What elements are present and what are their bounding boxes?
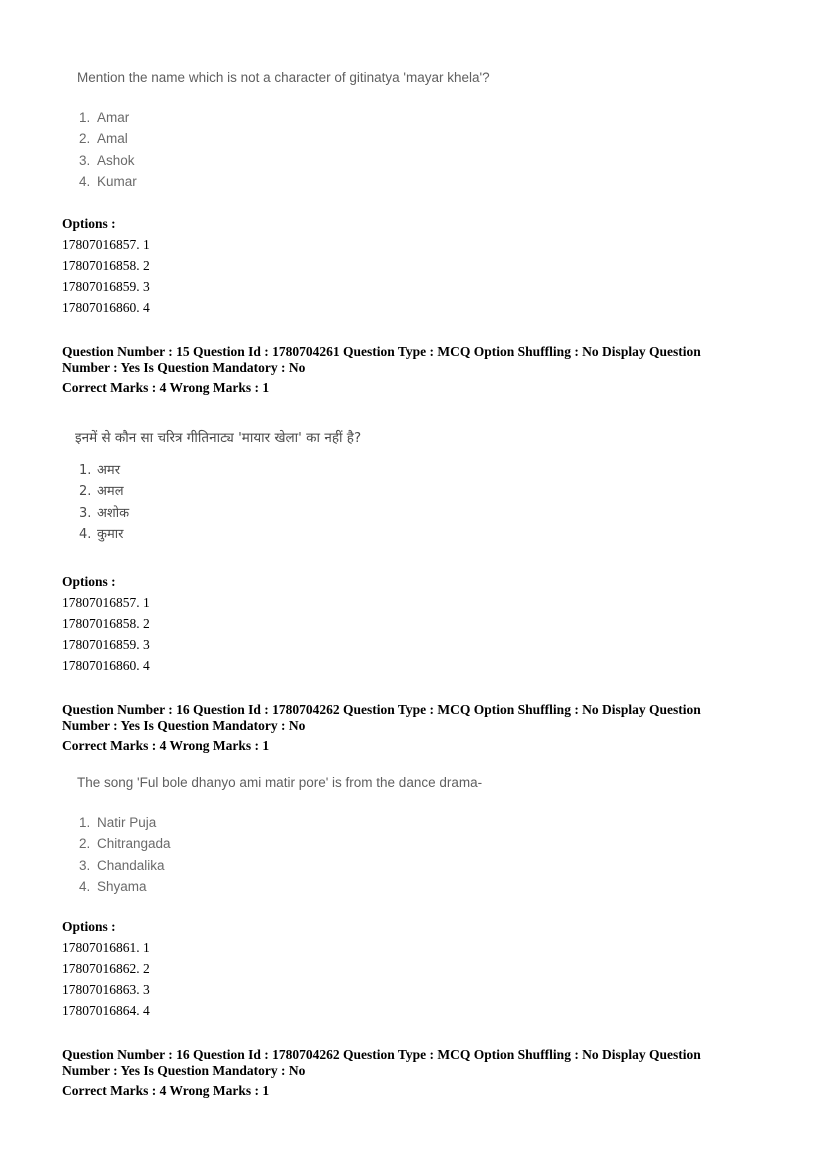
option-row: 17807016857. 1 [62,595,150,610]
option-row: 17807016861. 1 [62,940,150,955]
option-row: 17807016864. 4 [62,1003,150,1018]
question-header [62,344,752,396]
choice-item: 1. अमर [79,463,121,478]
option-row: 17807016857. 1 [62,237,150,252]
option-row: 17807016862. 2 [62,961,150,976]
question-header-line: Question Number : 15 Question Id : 1780704261 Question Type : MCQ Option Shuffling : No Display Question [62,344,701,359]
choice-item: 4. Kumar [79,174,137,190]
option-row: 17807016859. 3 [62,279,150,294]
options-section [62,213,150,318]
marks-line: Correct Marks : 4 Wrong Marks : 1 [62,380,270,395]
choice-item: 2. अमल [79,484,124,500]
choice-item: 3. Ashok [79,152,135,168]
option-row: 17807016860. 4 [62,658,150,673]
option-row: 17807016863. 3 [62,982,150,997]
question-image [75,70,490,193]
choice-item: 4. कुमार [79,527,124,543]
choice-item: 2. Amal [79,131,128,147]
option-row: 17807016860. 4 [62,300,150,315]
options-label: Options : [62,919,116,934]
question-text: इनमें से कौन सा चरित्र गीतिनाट्य 'मायार खेला' का नहीं है? [75,430,362,446]
question-header-line: Question Number : 16 Question Id : 1780704262 Question Type : MCQ Option Shuffling : No Display Question [62,702,701,717]
choice-item: 2. Chitrangada [79,836,171,852]
choice-list [75,460,361,546]
options-label: Options : [62,216,116,231]
choice-item: 1. Amar [79,110,130,125]
option-row: 17807016858. 2 [62,258,150,273]
question-text: Mention the name which is not a character of gitinatya 'mayar khela'? [77,70,490,85]
options-section [62,571,150,676]
question-header [62,1047,752,1099]
options-section [62,916,150,1021]
question-header-line: Number : Yes Is Question Mandatory : No [62,1063,306,1078]
choice-item: 3. अशोक [79,505,130,521]
choice-item: 1. Natir Puja [79,815,157,830]
options-label: Options : [62,574,116,589]
question-header-line: Number : Yes Is Question Mandatory : No [62,360,306,375]
choice-item: 3. Chandalika [79,857,165,873]
question-header-line: Number : Yes Is Question Mandatory : No [62,718,306,733]
marks-line: Correct Marks : 4 Wrong Marks : 1 [62,738,270,753]
question-header-line: Question Number : 16 Question Id : 1780704262 Question Type : MCQ Option Shuffling : No Display Question [62,1047,701,1062]
question-image [75,428,361,546]
choice-item: 4. Shyama [79,879,147,895]
option-row: 17807016858. 2 [62,616,150,631]
marks-line: Correct Marks : 4 Wrong Marks : 1 [62,1083,270,1098]
question-text: The song 'Ful bole dhanyo ami matir pore' is from the dance drama- [77,775,483,790]
option-row: 17807016859. 3 [62,637,150,652]
question-image [75,775,482,898]
choice-list [75,107,490,193]
choice-list [75,812,482,898]
question-header [62,702,752,754]
